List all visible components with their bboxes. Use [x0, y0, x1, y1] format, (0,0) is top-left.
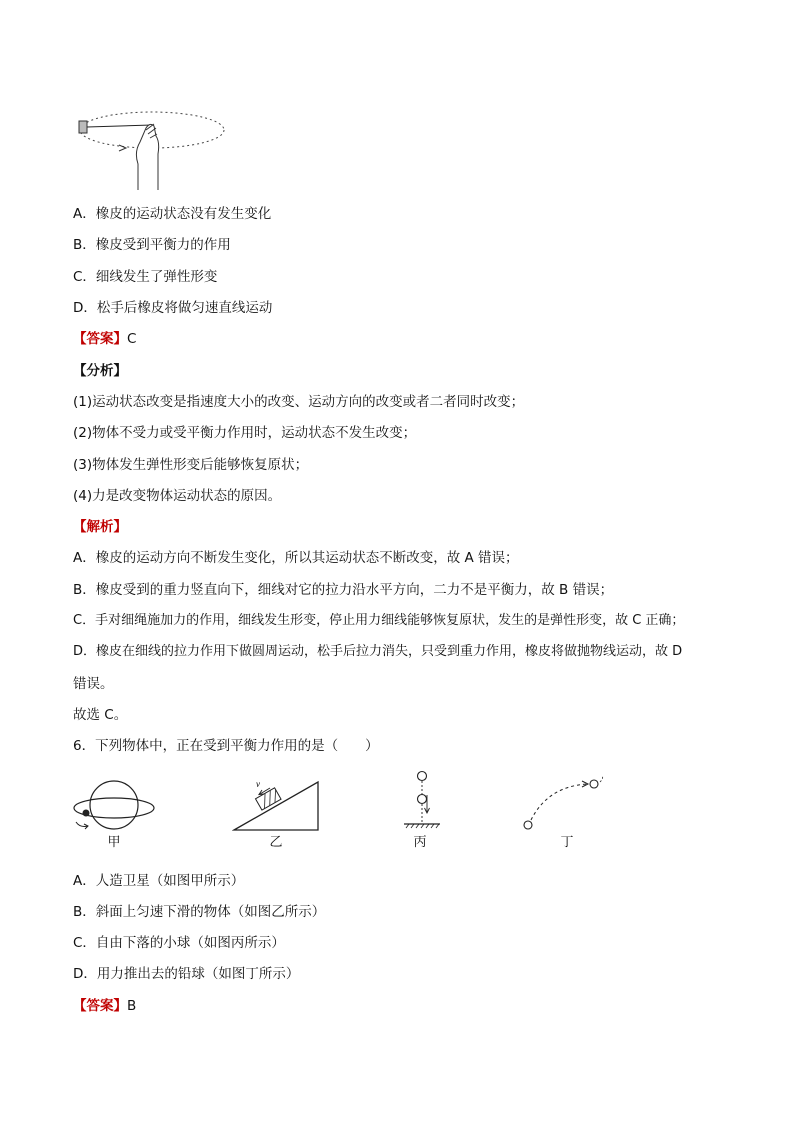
- answer-value: B: [127, 998, 137, 1014]
- q5-option-d: D．松手后橡皮将做匀速直线运动: [73, 300, 273, 316]
- q5-analysis-2: (2)物体不受力或受平衡力作用时，运动状态不发生改变；: [73, 425, 417, 441]
- answer-tag: 【答案】: [73, 331, 127, 347]
- q6-option-c: C．自由下落的小球（如图丙所示）: [73, 935, 285, 951]
- figure-caption-bing: 丙: [413, 835, 427, 850]
- q5-conclusion: 故选 C。: [73, 707, 128, 723]
- solution-tag: 【解析】: [73, 519, 127, 535]
- q5-solution-b: B．橡皮受到的重力竖直向下，细线对它的拉力沿水平方向，二力不是平衡力，故 B 错误；: [73, 582, 614, 598]
- q5-analysis-heading: [73, 362, 127, 380]
- figure-caption-yi: 乙: [269, 835, 283, 850]
- q6-answer: [73, 997, 136, 1015]
- answer-tag: 【答案】: [73, 998, 127, 1014]
- q5-solution-a: A．橡皮的运动方向不断发生变化，所以其运动状态不断改变，故 A 错误；: [73, 550, 519, 566]
- q5-solution-c: C．手对细绳施加力的作用，细线发生形变，停止用力细线能够恢复原状，发生的是弹性形变，故 C 正确；: [73, 613, 685, 628]
- q5-option-a: A．橡皮的运动状态没有发生变化: [73, 206, 272, 222]
- satellite-orbit-figure: [70, 778, 158, 834]
- q6-option-a: A．人造卫星（如图甲所示）: [73, 873, 245, 889]
- q5-answer: [73, 330, 136, 348]
- answer-value: C: [127, 331, 137, 347]
- q5-solution-d: D．橡皮在细线的拉力作用下做圆周运动，松手后拉力消失，只受到重力作用，橡皮将做抛物线运动，故 D: [73, 644, 683, 659]
- incline-slope-figure: [232, 778, 322, 834]
- figure-caption-jia: 甲: [107, 835, 121, 850]
- q6-stem: 6．下列物体中，正在受到平衡力作用的是（ ）: [73, 738, 379, 754]
- q5-option-c: C．细线发生了弹性形变: [73, 269, 218, 285]
- q5-solution-heading: [73, 518, 127, 536]
- q5-analysis-3: (3)物体发生弹性形变后能够恢复原状；: [73, 457, 309, 473]
- q5-analysis-1: (1)运动状态改变是指速度大小的改变、运动方向的改变或者二者同时改变；: [73, 394, 525, 410]
- q5-option-b: B．橡皮受到平衡力的作用: [73, 237, 231, 253]
- velocity-label: v: [256, 779, 260, 789]
- q5-solution-d-cont: 错误。: [73, 676, 114, 692]
- q6-option-b: B．斜面上匀速下滑的物体（如图乙所示）: [73, 904, 326, 920]
- shot-put-trajectory-figure: [518, 772, 610, 832]
- q6-option-d: D．用力推出去的铅球（如图丁所示）: [73, 966, 300, 982]
- analysis-tag: 【分析】: [73, 363, 127, 379]
- figure-caption-ding: 丁: [560, 835, 574, 850]
- q5-analysis-4: (4)力是改变物体运动状态的原因。: [73, 488, 282, 504]
- falling-ball-figure: [398, 768, 446, 832]
- eraser-circular-motion-figure: [74, 108, 234, 194]
